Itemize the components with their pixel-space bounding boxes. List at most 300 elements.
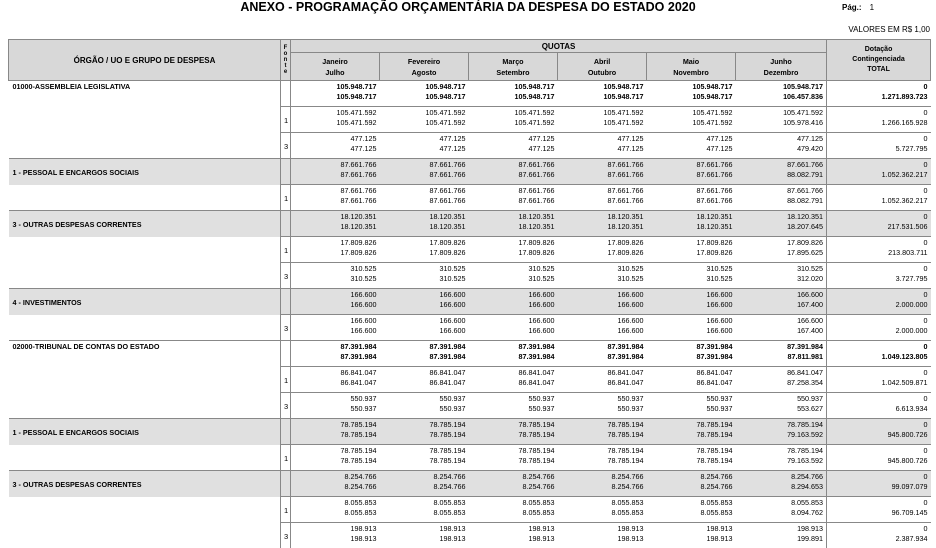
value-bottom: 87.391.984: [294, 352, 377, 362]
value-top: 166.600: [294, 316, 377, 326]
fonte-row: [9, 133, 931, 159]
value-bottom: 3.727.795: [830, 274, 928, 284]
value-top: 310.525: [383, 264, 466, 274]
total-cell: [827, 471, 931, 497]
value-top: 18.120.351: [650, 212, 733, 222]
month-sep: Setembro: [472, 67, 554, 78]
value-bottom: 1.049.123.805: [830, 352, 928, 362]
value-top: 166.600: [739, 316, 824, 326]
row-label: [9, 263, 281, 289]
month-dec: Dezembro: [739, 67, 823, 78]
quota-cell: [469, 211, 558, 237]
value-top: 87.661.766: [472, 186, 555, 196]
total-cell: [827, 211, 931, 237]
quota-cell: [736, 341, 827, 367]
quota-cell: [291, 159, 380, 185]
fonte-cell: 3: [281, 523, 291, 548]
value-bottom: 198.913: [472, 534, 555, 544]
value-top: 78.785.194: [472, 446, 555, 456]
quota-cell: [291, 367, 380, 393]
value-top: 18.120.351: [383, 212, 466, 222]
fonte-cell: [281, 81, 291, 107]
quota-cell: [380, 341, 469, 367]
value-top: 105.948.717: [383, 82, 466, 92]
value-top: 0: [830, 160, 928, 170]
value-top: 0: [830, 368, 928, 378]
value-top: 0: [830, 186, 928, 196]
quota-cell: [736, 393, 827, 419]
value-bottom: 8.254.766: [561, 482, 644, 492]
value-bottom: 8.254.766: [294, 482, 377, 492]
quota-cell: [469, 237, 558, 263]
value-top: 105.471.592: [472, 108, 555, 118]
quota-cell: [736, 523, 827, 548]
dotacao-line3: TOTAL: [830, 65, 927, 75]
value-top: 310.525: [472, 264, 555, 274]
quota-cell: [647, 289, 736, 315]
quota-cell: [380, 211, 469, 237]
row-label: [9, 133, 281, 159]
value-bottom: 105.978.416: [739, 118, 824, 128]
row-label: 3 - OUTRAS DESPESAS CORRENTES: [9, 211, 281, 237]
quota-cell: [380, 315, 469, 341]
row-label: [9, 315, 281, 341]
quota-cell: [380, 419, 469, 445]
quota-cell: [558, 341, 647, 367]
value-bottom: 87.661.766: [650, 170, 733, 180]
value-top: 87.661.766: [561, 186, 644, 196]
quota-cell: [469, 393, 558, 419]
quota-cell: [647, 471, 736, 497]
value-bottom: 166.600: [650, 326, 733, 336]
value-top: 86.841.047: [739, 368, 824, 378]
value-bottom: 78.785.194: [561, 456, 644, 466]
fonte-cell: 3: [281, 263, 291, 289]
value-bottom: 166.600: [650, 300, 733, 310]
value-bottom: 78.785.194: [650, 456, 733, 466]
group-row: [9, 419, 931, 445]
value-bottom: 8.254.766: [650, 482, 733, 492]
fonte-label: F o n t e: [284, 45, 288, 75]
value-bottom: 87.391.984: [650, 352, 733, 362]
value-top: 0: [830, 316, 928, 326]
row-label: 02000-TRIBUNAL DE CONTAS DO ESTADO: [9, 341, 281, 367]
quota-cell: [736, 263, 827, 289]
value-bottom: 1.271.893.723: [830, 92, 928, 102]
value-top: 166.600: [472, 290, 555, 300]
value-bottom: 166.600: [294, 326, 377, 336]
fonte-row: [9, 393, 931, 419]
quota-cell: [469, 445, 558, 471]
quota-cell: [291, 341, 380, 367]
value-bottom: 550.937: [294, 404, 377, 414]
value-top: 550.937: [383, 394, 466, 404]
value-top: 198.913: [472, 524, 555, 534]
value-bottom: 550.937: [650, 404, 733, 414]
value-top: 166.600: [561, 290, 644, 300]
quota-cell: [558, 523, 647, 548]
value-bottom: 8.055.853: [383, 508, 466, 518]
fonte-cell: [281, 211, 291, 237]
month-feb: Fevereiro: [383, 56, 465, 67]
value-bottom: 550.937: [472, 404, 555, 414]
quota-cell: [736, 367, 827, 393]
value-bottom: 17.809.826: [472, 248, 555, 258]
quota-cell: [647, 419, 736, 445]
value-bottom: 86.841.047: [383, 378, 466, 388]
row-label: [9, 393, 281, 419]
value-top: 550.937: [739, 394, 824, 404]
quota-cell: [380, 445, 469, 471]
quota-cell: [380, 81, 469, 107]
value-top: 0: [830, 134, 928, 144]
total-cell: [827, 393, 931, 419]
value-bottom: 2.000.000: [830, 326, 928, 336]
row-label: 01000-ASSEMBLEIA LEGISLATIVA: [9, 81, 281, 107]
value-bottom: 86.841.047: [472, 378, 555, 388]
report-title: ANEXO - PROGRAMAÇÃO ORÇAMENTÁRIA DA DESPESA DO ESTADO 2020: [0, 0, 936, 14]
value-bottom: 17.809.826: [383, 248, 466, 258]
quota-cell: [291, 523, 380, 548]
quota-cell: [647, 445, 736, 471]
quota-cell: [380, 159, 469, 185]
value-top: 0: [830, 290, 928, 300]
group-row: [9, 211, 931, 237]
value-bottom: 166.600: [383, 300, 466, 310]
value-bottom: 105.471.592: [650, 118, 733, 128]
quota-cell: [647, 185, 736, 211]
quota-cell: [291, 419, 380, 445]
value-top: 105.948.717: [650, 82, 733, 92]
value-bottom: 479.420: [739, 144, 824, 154]
value-bottom: 477.125: [383, 144, 466, 154]
currency-note: VALORES EM R$ 1,00: [848, 25, 930, 34]
value-top: 87.661.766: [294, 186, 377, 196]
value-bottom: 477.125: [650, 144, 733, 154]
value-top: 477.125: [739, 134, 824, 144]
value-top: 87.391.984: [294, 342, 377, 352]
quota-cell: [291, 81, 380, 107]
value-bottom: 17.809.826: [650, 248, 733, 258]
value-top: 87.661.766: [739, 160, 824, 170]
value-bottom: 5.727.795: [830, 144, 928, 154]
value-top: 0: [830, 238, 928, 248]
quota-cell: [647, 263, 736, 289]
dotacao-line1: Dotação: [830, 45, 927, 55]
value-bottom: 166.600: [561, 326, 644, 336]
value-bottom: 8.254.766: [472, 482, 555, 492]
value-top: 8.254.766: [650, 472, 733, 482]
value-bottom: 166.600: [294, 300, 377, 310]
quota-cell: [380, 237, 469, 263]
value-bottom: 477.125: [472, 144, 555, 154]
value-bottom: 198.913: [561, 534, 644, 544]
value-bottom: 79.163.592: [739, 456, 824, 466]
quota-cell: [558, 237, 647, 263]
value-bottom: 8.094.762: [739, 508, 824, 518]
value-bottom: 79.163.592: [739, 430, 824, 440]
quota-cell: [469, 107, 558, 133]
quota-cell: [291, 471, 380, 497]
page-label: Pág.:: [842, 3, 862, 12]
page-number: 1: [870, 3, 874, 12]
quota-cell: [558, 445, 647, 471]
value-bottom: 87.661.766: [561, 170, 644, 180]
value-top: 550.937: [650, 394, 733, 404]
value-top: 0: [830, 264, 928, 274]
month-jul: Julho: [294, 67, 376, 78]
row-label: [9, 107, 281, 133]
quota-cell: [558, 471, 647, 497]
total-cell: [827, 419, 931, 445]
value-top: 78.785.194: [383, 420, 466, 430]
value-top: 86.841.047: [294, 368, 377, 378]
value-bottom: 310.525: [561, 274, 644, 284]
value-top: 0: [830, 108, 928, 118]
value-top: 166.600: [383, 316, 466, 326]
value-top: 87.661.766: [650, 186, 733, 196]
value-bottom: 166.600: [561, 300, 644, 310]
value-top: 78.785.194: [294, 446, 377, 456]
value-bottom: 105.948.717: [383, 92, 466, 102]
value-top: 18.120.351: [561, 212, 644, 222]
value-bottom: 217.531.506: [830, 222, 928, 232]
value-top: 0: [830, 212, 928, 222]
table-body: [9, 81, 931, 548]
quota-cell: [736, 419, 827, 445]
fonte-row: [9, 185, 931, 211]
quota-cell: [469, 471, 558, 497]
value-bottom: 78.785.194: [383, 456, 466, 466]
value-top: 310.525: [561, 264, 644, 274]
value-top: 310.525: [650, 264, 733, 274]
value-top: 105.471.592: [294, 108, 377, 118]
quota-cell: [736, 159, 827, 185]
value-top: 17.809.826: [383, 238, 466, 248]
value-bottom: 106.457.836: [739, 92, 824, 102]
value-bottom: 18.120.351: [561, 222, 644, 232]
value-top: 87.391.984: [383, 342, 466, 352]
quota-cell: [469, 523, 558, 548]
value-top: 0: [830, 394, 928, 404]
value-top: 18.120.351: [294, 212, 377, 222]
quota-cell: [647, 367, 736, 393]
value-bottom: 87.258.354: [739, 378, 824, 388]
value-top: 78.785.194: [294, 420, 377, 430]
quota-cell: [469, 419, 558, 445]
value-bottom: 87.391.984: [383, 352, 466, 362]
value-bottom: 8.254.766: [383, 482, 466, 492]
quota-cell: [736, 471, 827, 497]
fonte-row: [9, 445, 931, 471]
value-top: 477.125: [561, 134, 644, 144]
value-bottom: 78.785.194: [294, 456, 377, 466]
quota-cell: [558, 211, 647, 237]
quota-cell: [380, 497, 469, 523]
value-bottom: 105.948.717: [650, 92, 733, 102]
value-top: 17.809.826: [739, 238, 824, 248]
value-top: 78.785.194: [739, 446, 824, 456]
group-column-header: ÓRGÃO / UO E GRUPO DE DESPESA: [9, 40, 281, 81]
fonte-row: [9, 523, 931, 548]
quota-cell: [558, 367, 647, 393]
quota-cell: [469, 315, 558, 341]
value-top: 477.125: [650, 134, 733, 144]
month-jun: Junho: [739, 56, 823, 67]
total-cell: [827, 107, 931, 133]
month-aug: Agosto: [383, 67, 465, 78]
org-row: [9, 341, 931, 367]
value-top: 550.937: [472, 394, 555, 404]
month-header-2: [380, 53, 469, 81]
value-bottom: 86.841.047: [561, 378, 644, 388]
value-bottom: 8.055.853: [472, 508, 555, 518]
group-row: [9, 159, 931, 185]
value-top: 8.254.766: [294, 472, 377, 482]
value-bottom: 87.661.766: [383, 170, 466, 180]
quota-cell: [558, 289, 647, 315]
value-top: 87.391.984: [739, 342, 824, 352]
org-row: [9, 81, 931, 107]
value-bottom: 310.525: [383, 274, 466, 284]
dotacao-line2: Contingenciada: [830, 55, 927, 65]
value-top: 86.841.047: [383, 368, 466, 378]
total-cell: [827, 185, 931, 211]
value-top: 198.913: [650, 524, 733, 534]
fonte-row: [9, 107, 931, 133]
value-bottom: 87.391.984: [472, 352, 555, 362]
value-top: 18.120.351: [739, 212, 824, 222]
month-header-5: [647, 53, 736, 81]
quota-cell: [558, 159, 647, 185]
value-top: 105.948.717: [472, 82, 555, 92]
fonte-cell: [281, 341, 291, 367]
value-top: 8.055.853: [472, 498, 555, 508]
quota-cell: [736, 315, 827, 341]
value-top: 0: [830, 420, 928, 430]
value-top: 8.055.853: [294, 498, 377, 508]
total-cell: [827, 237, 931, 263]
value-bottom: 87.661.766: [383, 196, 466, 206]
value-bottom: 1.052.362.217: [830, 170, 928, 180]
value-top: 78.785.194: [739, 420, 824, 430]
value-top: 17.809.826: [650, 238, 733, 248]
month-header-3: [469, 53, 558, 81]
value-bottom: 310.525: [472, 274, 555, 284]
quota-cell: [647, 315, 736, 341]
month-may: Maio: [650, 56, 732, 67]
quota-cell: [736, 237, 827, 263]
total-cell: [827, 289, 931, 315]
value-bottom: 477.125: [561, 144, 644, 154]
quota-cell: [647, 341, 736, 367]
quota-cell: [291, 393, 380, 419]
value-top: 86.841.047: [561, 368, 644, 378]
value-top: 550.937: [294, 394, 377, 404]
quota-cell: [469, 159, 558, 185]
row-label: [9, 367, 281, 393]
total-cell: [827, 315, 931, 341]
fonte-row: [9, 367, 931, 393]
value-bottom: 96.709.145: [830, 508, 928, 518]
value-top: 0: [830, 82, 928, 92]
value-bottom: 477.125: [294, 144, 377, 154]
quota-cell: [380, 133, 469, 159]
value-bottom: 8.055.853: [650, 508, 733, 518]
quota-cell: [647, 523, 736, 548]
row-label: [9, 523, 281, 548]
quota-cell: [558, 393, 647, 419]
fonte-cell: 1: [281, 107, 291, 133]
value-top: 18.120.351: [472, 212, 555, 222]
quota-cell: [291, 133, 380, 159]
group-row: [9, 471, 931, 497]
quota-cell: [291, 237, 380, 263]
value-bottom: 198.913: [650, 534, 733, 544]
value-bottom: 87.661.766: [472, 196, 555, 206]
quota-cell: [380, 393, 469, 419]
value-top: 166.600: [294, 290, 377, 300]
group-row: [9, 289, 931, 315]
quota-cell: [291, 211, 380, 237]
quota-cell: [380, 367, 469, 393]
value-bottom: 86.841.047: [650, 378, 733, 388]
value-top: 105.948.717: [561, 82, 644, 92]
value-bottom: 213.803.711: [830, 248, 928, 258]
value-bottom: 87.661.766: [294, 170, 377, 180]
value-bottom: 105.471.592: [561, 118, 644, 128]
value-bottom: 6.613.934: [830, 404, 928, 414]
value-top: 198.913: [294, 524, 377, 534]
value-top: 105.471.592: [739, 108, 824, 118]
quota-cell: [469, 263, 558, 289]
row-label: 1 - PESSOAL E ENCARGOS SOCIAIS: [9, 159, 281, 185]
value-bottom: 1.266.165.928: [830, 118, 928, 128]
value-bottom: 105.471.592: [294, 118, 377, 128]
value-bottom: 87.811.981: [739, 352, 824, 362]
value-bottom: 17.895.625: [739, 248, 824, 258]
value-bottom: 199.891: [739, 534, 824, 544]
row-label: [9, 497, 281, 523]
row-label: 1 - PESSOAL E ENCARGOS SOCIAIS: [9, 419, 281, 445]
quota-cell: [469, 497, 558, 523]
value-bottom: 553.627: [739, 404, 824, 414]
fonte-cell: 3: [281, 315, 291, 341]
value-top: 8.055.853: [561, 498, 644, 508]
value-top: 0: [830, 342, 928, 352]
total-cell: [827, 133, 931, 159]
fonte-cell: [281, 419, 291, 445]
value-top: 105.471.592: [383, 108, 466, 118]
quota-cell: [469, 185, 558, 211]
quota-cell: [558, 497, 647, 523]
value-top: 86.841.047: [650, 368, 733, 378]
value-top: 166.600: [561, 316, 644, 326]
value-bottom: 550.937: [383, 404, 466, 414]
value-top: 78.785.194: [650, 446, 733, 456]
value-top: 105.948.717: [739, 82, 824, 92]
value-top: 87.661.766: [294, 160, 377, 170]
value-top: 8.055.853: [739, 498, 824, 508]
quota-cell: [380, 523, 469, 548]
month-oct: Outubro: [561, 67, 643, 78]
fonte-cell: 1: [281, 497, 291, 523]
fonte-column-header: [281, 40, 291, 81]
value-top: 78.785.194: [650, 420, 733, 430]
fonte-cell: 1: [281, 445, 291, 471]
value-bottom: 88.082.791: [739, 170, 824, 180]
value-top: 550.937: [561, 394, 644, 404]
